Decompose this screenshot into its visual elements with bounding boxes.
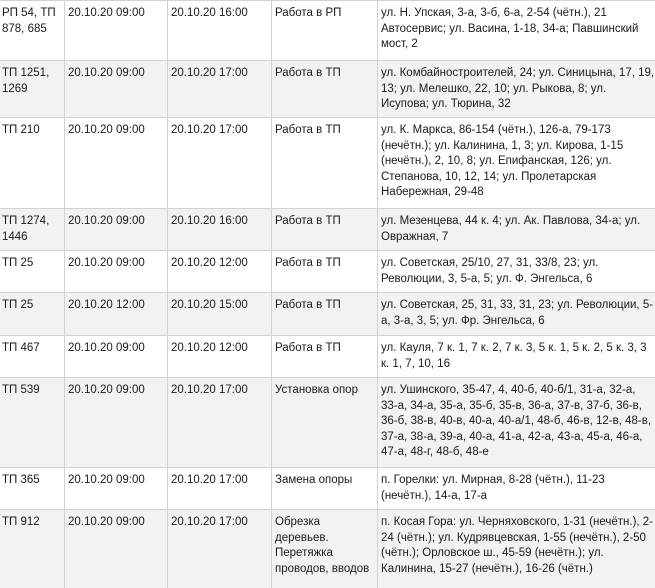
end-time-cell: 20.10.20 15:00: [168, 293, 272, 336]
end-time-cell: 20.10.20 12:00: [168, 336, 272, 378]
end-time-cell: 20.10.20 17:00: [168, 510, 272, 588]
table-row: [0, 468, 655, 510]
start-time-cell: 20.10.20 09:00: [65, 510, 168, 588]
substation-cell: ТП 467: [0, 336, 65, 378]
substation-cell: РП 54, ТП 878, 685: [0, 1, 65, 61]
end-time-cell: 20.10.20 16:00: [168, 209, 272, 251]
address-cell: ул. Советская, 25/10, 27, 31, 33/8, 23; ул. Революции, 3, 5-а, 5; ул. Ф. Энгельса, 6: [378, 251, 655, 293]
substation-cell: ТП 365: [0, 468, 65, 510]
start-time-cell: 20.10.20 09:00: [65, 118, 168, 209]
address-cell: ул. Советская, 25, 31, 33, 31, 23; ул. Революции, 5-а, 3-а, 3, 5; ул. Фр. Энгельса, 6: [378, 293, 655, 336]
address-cell: ул. Мезенцева, 44 к. 4; ул. Ак. Павлова, 34-а; ул. Овражная, 7: [378, 209, 655, 251]
address-cell: ул. Н. Упская, 3-а, 3-б, 6-а, 2-54 (чётн.), 21 Автосервис; ул. Васина, 1-18, 34-а; Павшинский мост, 2: [378, 1, 655, 61]
substation-cell: ТП 1251, 1269: [0, 61, 65, 118]
address-cell: ул. К. Маркса, 86-154 (чётн.), 126-а, 79-173 (нечётн.); ул. Калинина, 1, 3; ул. Кирова, 1-15 (нечётн.), 2, 10, 8; ул. Епифанская, 126; ул. Степанова, 10, 12, 14; ул. Пролетарская Набережная, 29-48: [378, 118, 655, 209]
work-type-cell: Работа в ТП: [272, 293, 378, 336]
work-type-cell: Работа в ТП: [272, 61, 378, 118]
end-time-cell: 20.10.20 17:00: [168, 61, 272, 118]
end-time-cell: 20.10.20 17:00: [168, 468, 272, 510]
start-time-cell: 20.10.20 09:00: [65, 209, 168, 251]
work-type-cell: Замена опоры: [272, 468, 378, 510]
start-time-cell: 20.10.20 09:00: [65, 336, 168, 378]
end-time-cell: 20.10.20 17:00: [168, 378, 272, 468]
address-cell: ул. Комбайностроителей, 24; ул. Синицына, 17, 19, 13; ул. Мелешко, 22, 10; ул. Рыкова, 8; ул. Исупова; ул. Тюрина, 32: [378, 61, 655, 118]
end-time-cell: 20.10.20 12:00: [168, 251, 272, 293]
start-time-cell: 20.10.20 09:00: [65, 468, 168, 510]
table-row: [0, 336, 655, 378]
address-cell: п. Горелки: ул. Мирная, 8-28 (чётн.), 11-23 (нечётн.), 14-а, 17-а: [378, 468, 655, 510]
start-time-cell: 20.10.20 12:00: [65, 293, 168, 336]
work-type-cell: Работа в РП: [272, 1, 378, 61]
table-row: [0, 61, 655, 118]
table-row: [0, 510, 655, 588]
table-row: [0, 378, 655, 468]
substation-cell: ТП 25: [0, 293, 65, 336]
address-cell: ул. Кауля, 7 к. 1, 7 к. 2, 7 к. 3, 5 к. 1, 5 к. 2, 5 к. 3, 3 к. 1, 7, 10, 16: [378, 336, 655, 378]
address-cell: ул. Ушинского, 35-47, 4, 40-б, 40-б/1, 31-а, 32-а, 33-а, 34-а, 35-а, 35-б, 35-в, 36-а, 37-в, 37-б, 36-в, 36-б, 38-в, 40-в, 40-а, 40-а/1, 48-б, 46-в, 12-в, 48-в, 37-а, 38-а, 39-а, 40-а, 41-а, 42-а, 43-а, 45-а, 46-а, 47-а, 48-г, 48-б, 48-е: [378, 378, 655, 468]
start-time-cell: 20.10.20 09:00: [65, 61, 168, 118]
end-time-cell: 20.10.20 16:00: [168, 1, 272, 61]
work-type-cell: Установка опор: [272, 378, 378, 468]
table-row: [0, 1, 655, 61]
table-row: [0, 209, 655, 251]
substation-cell: ТП 1274, 1446: [0, 209, 65, 251]
outage-rows: [0, 1, 655, 588]
work-type-cell: Работа в ТП: [272, 209, 378, 251]
start-time-cell: 20.10.20 09:00: [65, 251, 168, 293]
address-cell: п. Косая Гора: ул. Черняховского, 1-31 (нечётн.), 2-24 (чётн.); ул. Кудрявцевская, 1-55 (нечётн.), 2-50 (чётн.); Орловское ш., 45-59 (нечётн.); ул. Калинина, 15-27 (нечётн.), 16-26 (чётн.): [378, 510, 655, 588]
work-type-cell: Обрезка деревьев. Перетяжка проводов, вводов: [272, 510, 378, 588]
work-type-cell: Работа в ТП: [272, 336, 378, 378]
start-time-cell: 20.10.20 09:00: [65, 378, 168, 468]
substation-cell: ТП 912: [0, 510, 65, 588]
end-time-cell: 20.10.20 17:00: [168, 118, 272, 209]
table-row: [0, 118, 655, 209]
table-row: [0, 251, 655, 293]
substation-cell: ТП 539: [0, 378, 65, 468]
work-type-cell: Работа в ТП: [272, 118, 378, 209]
table-row: [0, 293, 655, 336]
substation-cell: ТП 210: [0, 118, 65, 209]
substation-cell: ТП 25: [0, 251, 65, 293]
work-type-cell: Работа в ТП: [272, 251, 378, 293]
start-time-cell: 20.10.20 09:00: [65, 1, 168, 61]
